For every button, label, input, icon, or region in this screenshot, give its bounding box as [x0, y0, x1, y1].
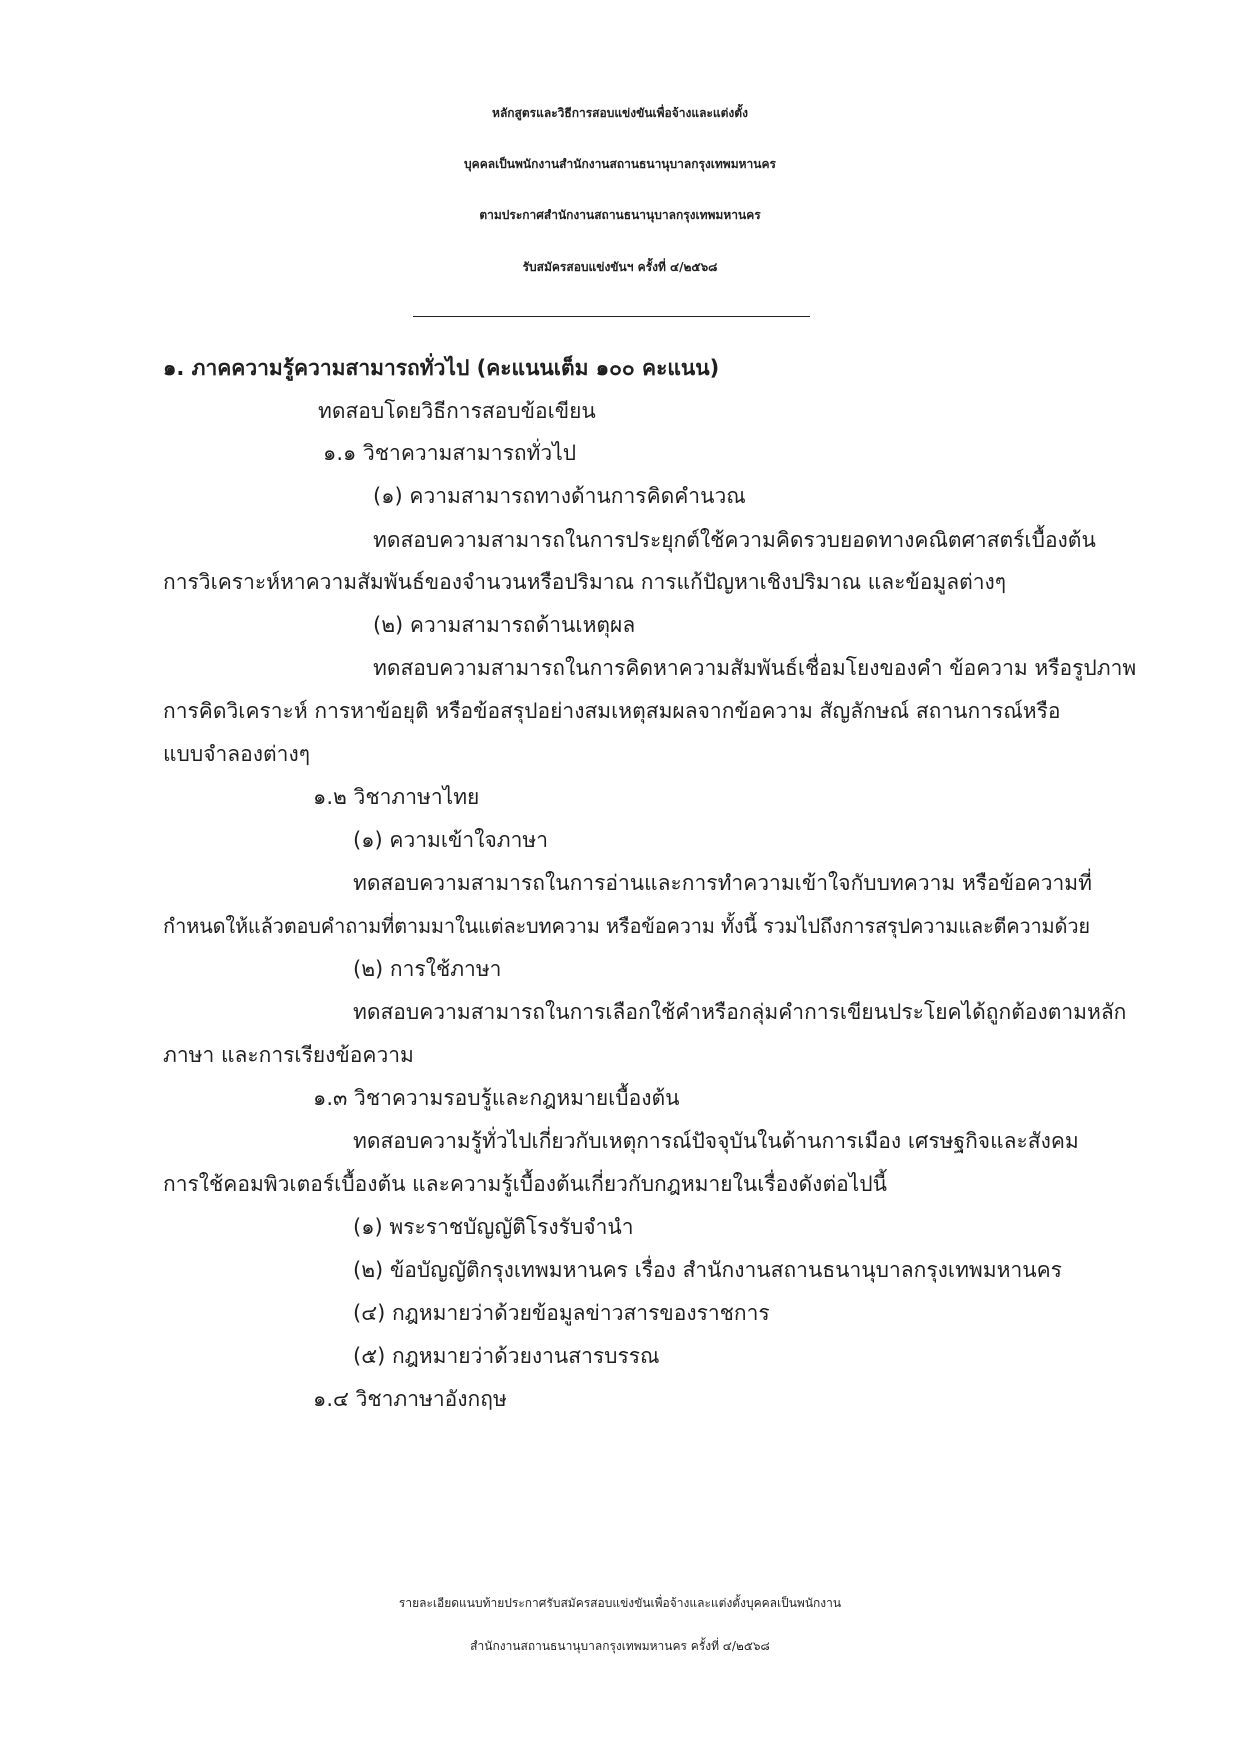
- subject-1-3-line-2: การใช้คอมพิวเตอร์เบื้องต้น และความรู้เบื้องต้นเกี่ยวกับกฎหมายในเรื่องดังต่อไปนี้: [163, 1172, 887, 1196]
- title-line-3: ตามประกาศสำนักงานสถานธนานุบาลกรุงเทพมหานคร: [479, 208, 761, 222]
- subject-1-2-title: ๑.๒ วิชาภาษาไทย: [313, 785, 480, 809]
- law-item: (๒) ข้อบัญญัติกรุงเทพมหานคร เรื่อง สำนักงานสถานธนานุบาลกรุงเทพมหานคร: [353, 1258, 1062, 1282]
- subject-1-1-item-2-title: (๒) ความสามารถด้านเหตุผล: [373, 613, 636, 637]
- subject-1-1-item-1-line-1: ทดสอบความสามารถในการประยุกต์ใช้ความคิดรวบยอดทางคณิตศาสตร์เบื้องต้น: [373, 528, 1096, 552]
- subject-1-2-item-2-line-2: ภาษา และการเรียงข้อความ: [163, 1043, 414, 1067]
- title-line-2: บุคคลเป็นพนักงานสำนักงานสถานธนานุบาลกรุงเทพมหานคร: [464, 157, 776, 171]
- footer-line-1: รายละเอียดแนบท้ายประกาศรับสมัครสอบแข่งขันเพื่อจ้างและแต่งตั้งบุคคลเป็นพนักงาน: [398, 1596, 842, 1610]
- subject-1-4-title: ๑.๔ วิชาภาษาอังกฤษ: [313, 1387, 507, 1411]
- subject-1-2-item-2-title: (๒) การใช้ภาษา: [353, 957, 502, 981]
- subject-1-3-line-1: ทดสอบความรู้ทั่วไปเกี่ยวกับเหตุการณ์ปัจจุบันในด้านการเมือง เศรษฐกิจและสังคม: [353, 1129, 1079, 1153]
- subject-1-1-item-1-line-2: การวิเคราะห์หาความสัมพันธ์ของจำนวนหรือปริมาณ การแก้ปัญหาเชิงปริมาณ และข้อมูลต่างๆ: [163, 570, 1007, 594]
- subject-1-2-item-1-line-1: ทดสอบความสามารถในการอ่านและการทำความเข้าใจกับบทความ หรือข้อความที่: [353, 871, 1092, 895]
- title-line-1: หลักสูตรและวิธีการสอบแข่งขันเพื่อจ้างและแต่งตั้ง: [492, 106, 748, 120]
- law-item: (๑) พระราชบัญญัติโรงรับจำนำ: [353, 1215, 634, 1239]
- title-line-4: รับสมัครสอบแข่งขันฯ ครั้งที่ ๔/๒๕๖๘: [522, 260, 718, 274]
- subject-1-1-item-2-line-1: ทดสอบความสามารถในการคิดหาความสัมพันธ์เชื่อมโยงของคำ ข้อความ หรือรูปภาพ: [373, 656, 1137, 680]
- section-1-method: ทดสอบโดยวิธีการสอบข้อเขียน: [318, 399, 596, 423]
- law-item: (๕) กฎหมายว่าด้วยงานสารบรรณ: [353, 1344, 660, 1368]
- subject-1-1-item-2-line-3: แบบจำลองต่างๆ: [163, 742, 310, 766]
- subject-1-1-item-1-title: (๑) ความสามารถทางด้านการคิดคำนวณ: [373, 484, 746, 508]
- footer-line-2: สำนักงานสถานธนานุบาลกรุงเทพมหานคร ครั้งที่ ๔/๒๕๖๘: [470, 1639, 770, 1653]
- subject-1-2-item-1-line-2: กำหนดให้แล้วตอบคำถามที่ตามมาในแต่ละบทความ หรือข้อความ ทั้งนี้ รวมไปถึงการสรุปความและตีความด้วย: [163, 914, 1090, 938]
- subject-1-1-title: ๑.๑ วิชาความสามารถทั่วไป: [323, 441, 577, 465]
- subject-1-1-item-2-line-2: การคิดวิเคราะห์ การหาข้อยุติ หรือข้อสรุปอย่างสมเหตุสมผลจากข้อความ สัญลักษณ์ สถานการณ์หรือ: [163, 699, 1061, 723]
- subject-1-3-title: ๑.๓ วิชาความรอบรู้และกฎหมายเบื้องต้น: [313, 1086, 680, 1110]
- law-item: (๔) กฎหมายว่าด้วยข้อมูลข่าวสารของราชการ: [353, 1301, 770, 1325]
- title-underline: [413, 316, 810, 317]
- subject-1-2-item-2-line-1: ทดสอบความสามารถในการเลือกใช้คำหรือกลุ่มคำการเขียนประโยคได้ถูกต้องตามหลัก: [353, 1000, 1127, 1024]
- subject-1-2-item-1-title: (๑) ความเข้าใจภาษา: [353, 828, 549, 852]
- section-1-heading: ๑. ภาคความรู้ความสามารถทั่วไป (คะแนนเต็ม ๑๐๐ คะแนน): [163, 356, 720, 380]
